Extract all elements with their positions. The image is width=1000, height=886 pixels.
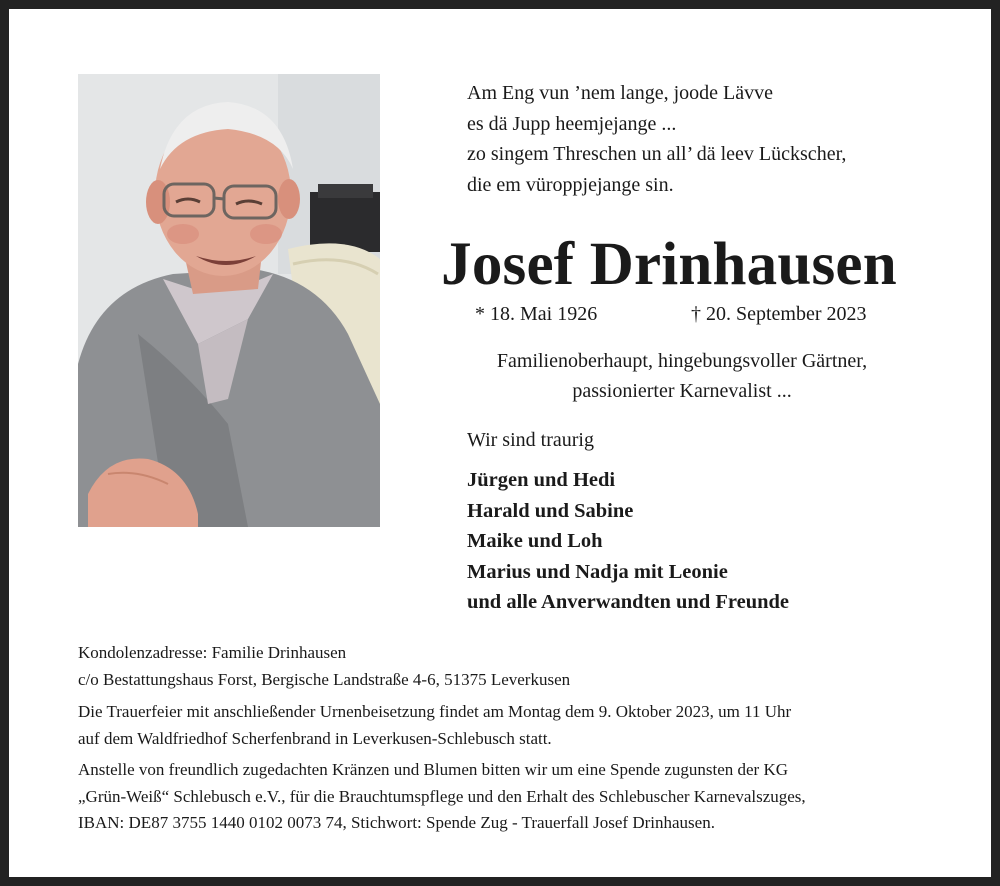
mourner: Maike und Loh — [467, 530, 603, 552]
funeral-line: Die Trauerfeier mit anschließender Urnenbeisetzung findet am Montag dem 9. Oktober 2023, um 11 Uhr — [78, 702, 792, 721]
funeral-line: auf dem Waldfriedhof Scherfenbrand in Leverkusen-Schlebusch statt. — [78, 728, 552, 748]
birth-date: * 18. Mai 1926 — [475, 303, 598, 325]
mourning-intro: Wir sind traurig — [467, 429, 594, 451]
description-line: passionierter Karnevalist ... — [572, 380, 792, 402]
poem-line: die em vüroppjejange sin. — [467, 173, 674, 196]
donation-line: Anstelle von freundlich zugedachten Kränzen und Blumen bitten wir um eine Spende zugunsten der KG — [78, 760, 789, 779]
death-date: † 20. September 2023 — [691, 303, 867, 325]
poem — [467, 78, 947, 200]
deceased-name: Josef Drinhausen — [441, 231, 897, 298]
poem-line: es dä Jupp heemjejange ... — [467, 112, 677, 135]
mourner: Jürgen und Hedi — [467, 469, 616, 491]
portrait-photo — [78, 74, 380, 527]
mourners-list — [467, 465, 789, 618]
poem-line: zo singem Threschen un all’ dä leev Lückscher, — [467, 143, 847, 165]
funeral-info — [78, 699, 958, 752]
mourner: und alle Anverwandten und Freunde — [467, 591, 790, 613]
donation-line: IBAN: DE87 3755 1440 0102 0073 74, Stichwort: Spende Zug - Trauerfall Josef Drinhausen. — [78, 813, 715, 832]
condolence-line: Kondolenzadresse: Familie Drinhausen — [78, 643, 347, 662]
condolence-address — [78, 640, 958, 693]
mourner: Harald und Sabine — [467, 499, 634, 522]
condolence-line: c/o Bestattungshaus Forst, Bergische Landstraße 4-6, 51375 Leverkusen — [78, 669, 571, 689]
description-line: Familienoberhaupt, hingebungsvoller Gärtner, — [496, 350, 868, 372]
description — [449, 346, 915, 406]
mourner: Marius und Nadja mit Leonie — [467, 560, 728, 583]
poem-line: Am Eng vun ’nem lange, joode Lävve — [467, 82, 774, 104]
donation-info — [78, 757, 958, 837]
donation-line: „Grün-Weiß“ Schlebusch e.V., für die Brauchtumspflege und den Erhalt des Schlebuscher Karnevalszuges, — [78, 786, 806, 806]
